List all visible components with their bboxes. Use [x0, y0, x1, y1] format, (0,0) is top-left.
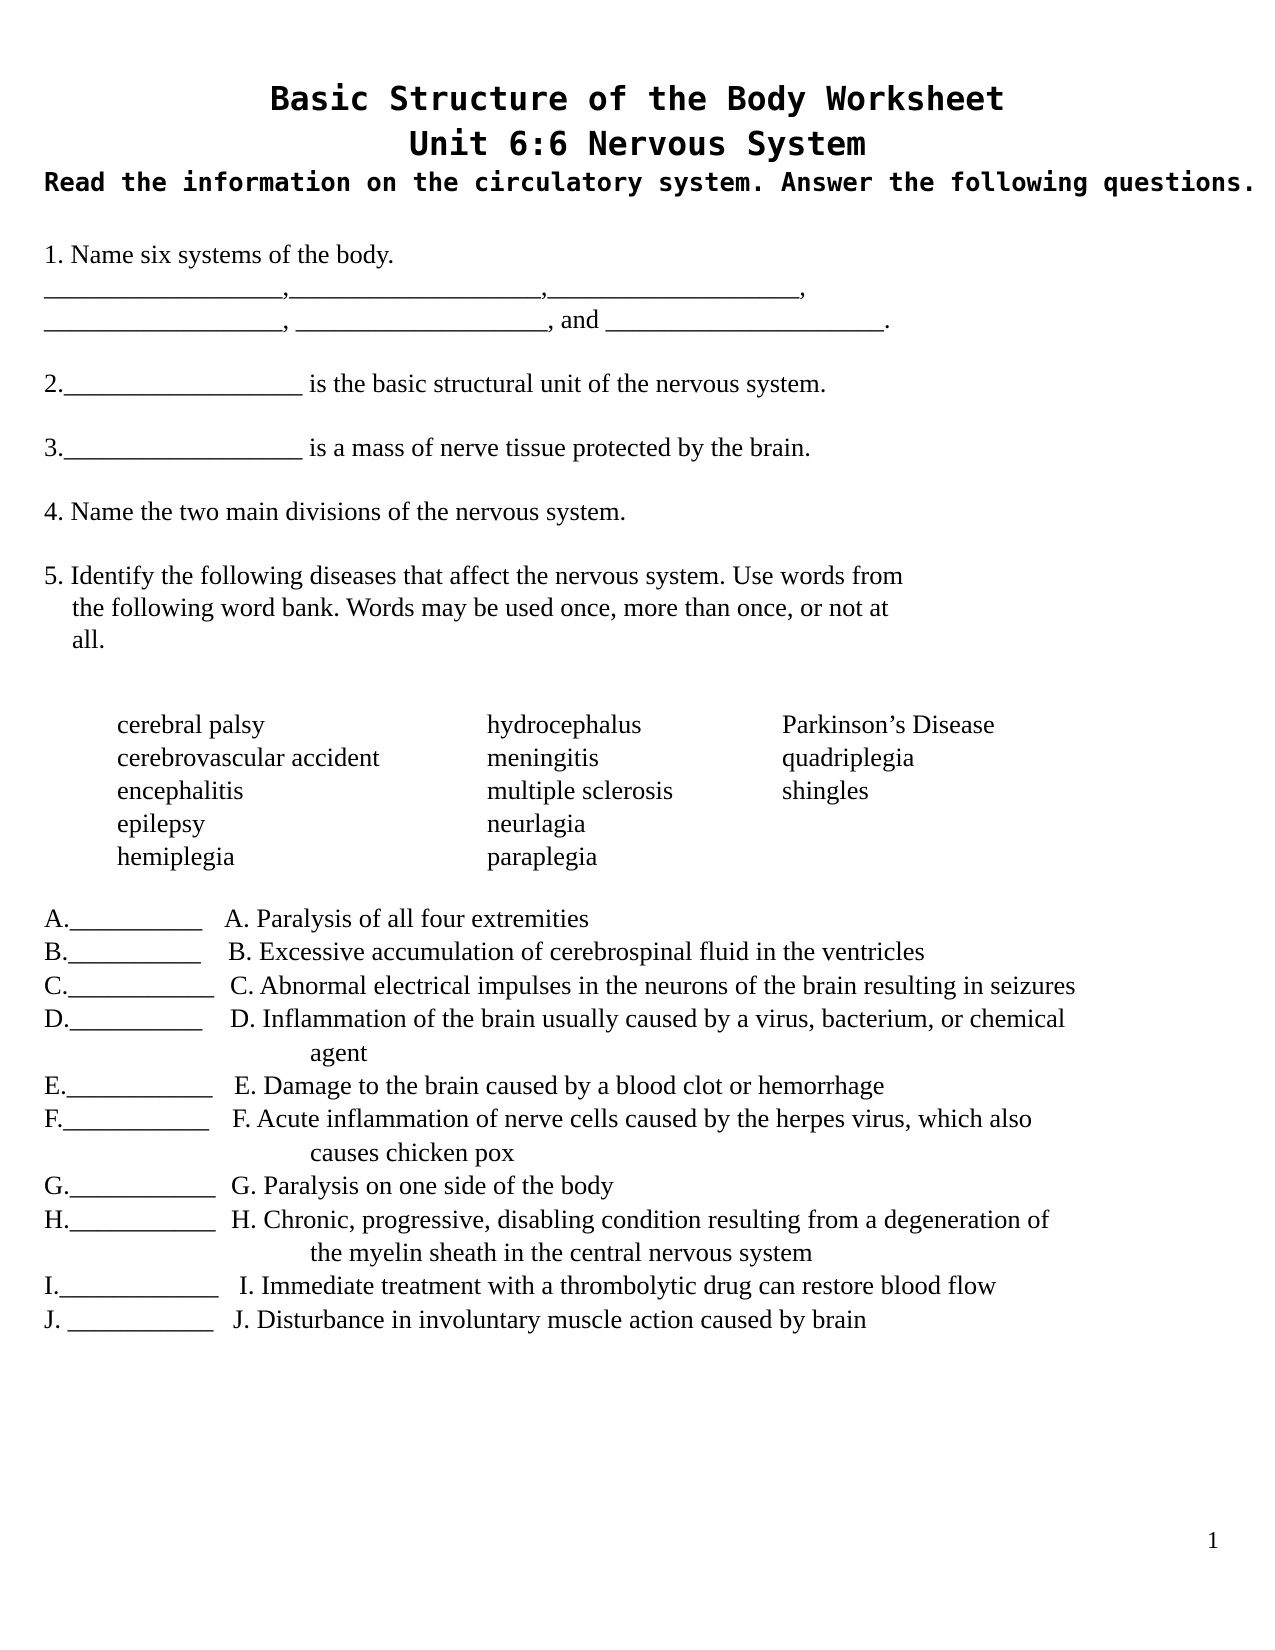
answer-row-j — [44, 1303, 1244, 1336]
page-number: 1 — [1207, 1528, 1219, 1554]
word-bank-item: hemiplegia — [117, 841, 235, 871]
worksheet-subtitle: Unit 6:6 Nervous System — [409, 124, 866, 163]
word-bank-item: Parkinson’s Disease — [782, 709, 995, 739]
matching-answers — [44, 902, 1244, 1336]
question-5-line1: 5. Identify the following diseases that affect the nervous system. Use words from — [44, 560, 904, 590]
word-bank-item: cerebrovascular accident — [117, 742, 380, 772]
answer-blank-f[interactable]: F.___________ — [44, 1103, 209, 1134]
definition-e: E. Damage to the brain caused by a blood clot or hemorrhage — [234, 1069, 885, 1100]
word-bank-item: hydrocephalus — [487, 709, 642, 739]
definition-d-continued: agent — [310, 1036, 368, 1067]
question-2[interactable]: 2.__________________ is the basic structural unit of the nervous system. — [44, 368, 827, 398]
definition-c: C. Abnormal electrical impulses in the neurons of the brain resulting in seizures — [230, 969, 1076, 1000]
answer-blank-c[interactable]: C.___________ — [44, 969, 215, 1000]
answer-row-e — [44, 1069, 1244, 1102]
question-4: 4. Name the two main divisions of the nervous system. — [44, 496, 627, 526]
answer-row-i — [44, 1269, 1244, 1302]
question-1-prompt: 1. Name six systems of the body. — [44, 239, 395, 269]
answer-row-h-continued — [44, 1236, 1244, 1269]
definition-b: B. Excessive accumulation of cerebrospinal fluid in the ventricles — [228, 936, 925, 967]
answer-row-a — [44, 902, 1244, 935]
word-bank-item: meningitis — [487, 742, 599, 772]
question-1-blanks-line1[interactable]: __________________,___________________,___________________, — [44, 271, 806, 301]
answer-blank-j[interactable]: J. ___________ — [44, 1303, 214, 1334]
word-bank-item: encephalitis — [117, 775, 244, 805]
answer-blank-b[interactable]: B.__________ — [44, 936, 201, 967]
definition-h-continued: the myelin sheath in the central nervous system — [310, 1236, 813, 1267]
definition-g: G. Paralysis on one side of the body — [231, 1170, 614, 1201]
answer-blank-e[interactable]: E.___________ — [44, 1069, 213, 1100]
word-bank-item: epilepsy — [117, 808, 206, 838]
definition-h: H. Chronic, progressive, disabling condition resulting from a degeneration of — [231, 1203, 1050, 1234]
worksheet-title: Basic Structure of the Body Worksheet — [269, 79, 1006, 118]
definition-a: A. Paralysis of all four extremities — [224, 903, 590, 933]
word-bank-item: shingles — [782, 775, 869, 805]
word-bank-column-3 — [782, 708, 995, 807]
answer-blank-i[interactable]: I.____________ — [44, 1270, 219, 1301]
word-bank-item: cerebral palsy — [117, 709, 265, 739]
word-bank-item: paraplegia — [487, 841, 598, 871]
answer-blank-g[interactable]: G.___________ — [44, 1170, 216, 1201]
definition-d: D. Inflammation of the brain usually caused by a virus, bacterium, or chemical — [230, 1003, 1066, 1034]
word-bank-column-2 — [487, 708, 673, 873]
word-bank-item: quadriplegia — [782, 742, 915, 772]
question-3[interactable]: 3.__________________ is a mass of nerve tissue protected by the brain. — [44, 432, 811, 462]
definition-f-continued: causes chicken pox — [310, 1136, 515, 1167]
answer-row-c — [44, 969, 1244, 1002]
answer-row-b — [44, 935, 1244, 968]
answer-row-f-continued — [44, 1136, 1244, 1169]
word-bank-column-1 — [117, 708, 380, 873]
question-5-line3: all. — [72, 624, 106, 654]
answer-row-h — [44, 1203, 1244, 1236]
answer-row-d — [44, 1002, 1244, 1035]
definition-i: I. Immediate treatment with a thrombolytic drug can restore blood flow — [239, 1270, 997, 1301]
answer-blank-a[interactable]: A.__________ — [44, 903, 203, 933]
answer-row-f — [44, 1102, 1244, 1135]
word-bank-item: neurlagia — [487, 808, 586, 838]
answer-blank-h[interactable]: H.___________ — [44, 1203, 216, 1234]
instructions: Read the information on the circulatory system. Answer the following questions. — [44, 168, 1257, 198]
definition-j: J. Disturbance in involuntary muscle action caused by brain — [233, 1303, 867, 1334]
word-bank-item: multiple sclerosis — [487, 775, 674, 805]
answer-row-g — [44, 1169, 1244, 1202]
answer-blank-d[interactable]: D.__________ — [44, 1003, 203, 1034]
definition-f: F. Acute inflammation of nerve cells caused by the herpes virus, which also — [232, 1103, 1033, 1134]
answer-row-d-continued — [44, 1036, 1244, 1069]
question-1-blanks-line2[interactable]: __________________, ___________________, and _____________________. — [44, 304, 891, 334]
question-5-line2: the following word bank. Words may be used once, more than once, or not at — [72, 592, 889, 622]
